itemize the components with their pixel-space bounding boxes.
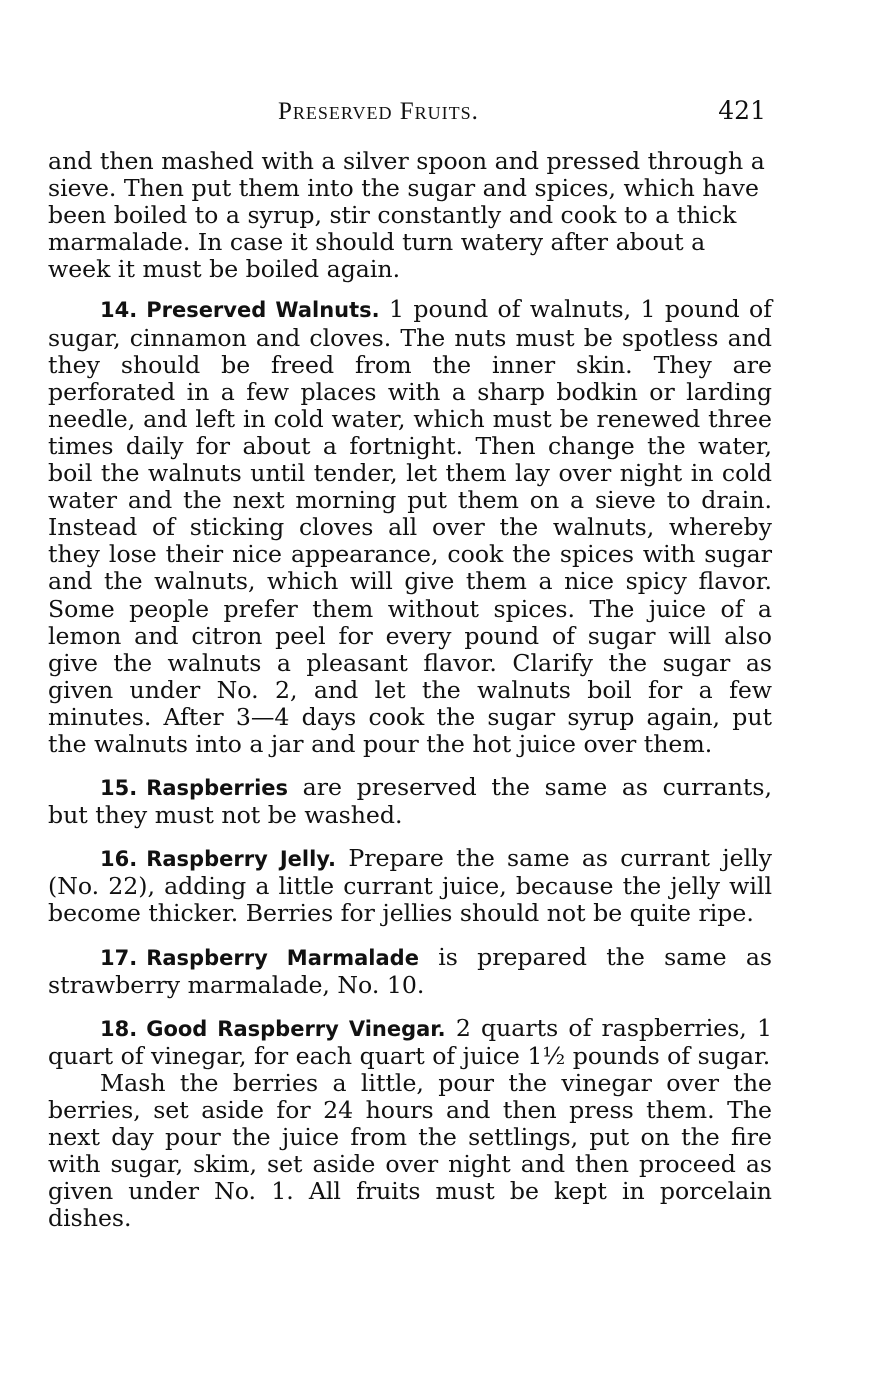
recipe-number: 14. xyxy=(100,298,138,323)
recipe-number: 15. xyxy=(100,776,138,801)
body-text xyxy=(48,148,772,1232)
recipe-heading xyxy=(100,298,380,322)
recipe-number: 18. xyxy=(100,1016,138,1041)
recipe-15 xyxy=(48,774,772,829)
recipe-text: 1 pound of walnuts, 1 pound of sugar, cinnamon and cloves. The nuts must be spotless and they should be freed from the inner skin. They are perforated in a few places with a sharp bodkin or larding needle, and left in cold water, which must be renewed three times daily for about a fortnight. Then change the water, boil the walnuts until tender, let them lay over night in cold water and the next morning put them on a sieve to drain. Instead of sticking cloves all over the walnuts, whereby they lose their nice appearance, cook the spices with sugar and the walnuts, which will give them a nice spicy flavor. Some people prefer them without spices. The juice of a lemon and citron peel for every pound of sugar will also give the walnuts a pleasant flavor. Clarify the sugar as given under No. 2, and let the walnuts boil for a few minutes. After 3—4 days cook the sugar syrup again, put the walnuts into a jar and pour the hot juice over them. xyxy=(48,295,772,758)
recipe-title: Raspberry Jelly. xyxy=(146,847,337,872)
recipe-heading xyxy=(100,847,336,871)
recipe-title: Preserved Walnuts. xyxy=(146,298,380,323)
recipe-16 xyxy=(48,845,772,927)
recipe-heading xyxy=(100,946,419,970)
recipe-number: 16. xyxy=(100,847,138,872)
recipe-14 xyxy=(48,296,772,758)
recipe-heading xyxy=(100,776,288,800)
recipe-title: Raspberry Marmalade xyxy=(146,945,419,970)
running-title: Preserved Fruits. xyxy=(278,98,479,125)
running-header xyxy=(48,96,770,132)
recipe-heading xyxy=(100,1017,446,1041)
recipe-text: Prepare the same as currant jelly (No. 22), adding a little currant juice, because the jelly will become thicker. Berries for jellies should not be quite ripe. xyxy=(48,844,772,928)
recipe-text: are preserved the same as currants, but they must not be washed. xyxy=(48,773,772,830)
recipe-18 xyxy=(48,1015,772,1070)
recipe-17 xyxy=(48,944,772,999)
recipe-number: 17. xyxy=(100,945,138,970)
recipe-text: is prepared the same as strawberry marmalade, No. 10. xyxy=(48,942,773,999)
recipe-title: Raspberries xyxy=(146,776,289,801)
recipe-text: 2 quarts of raspberries, 1 quart of vinegar, for each quart of juice 1½ pounds of sugar. xyxy=(48,1013,772,1070)
recipe-title: Good Raspberry Vinegar. xyxy=(146,1016,446,1041)
recipe-18-method: Mash the berries a little, pour the vinegar over the berries, set aside for 24 hours and then press them. The next day pour the juice from the settlings, put on the fire with sugar, skim, set aside over night and then proceed as given under No. 1. All fruits must be kept in porcelain dishes. xyxy=(48,1068,772,1233)
page-number: 421 xyxy=(718,96,766,125)
continued-paragraph: and then mashed with a silver spoon and pressed through a sieve. Then put them into the sugar and spices, which have been boiled to a syrup, stir constantly and cook to a thick marmalade. In case it should turn watery after about a week it must be boiled again. xyxy=(48,147,765,284)
